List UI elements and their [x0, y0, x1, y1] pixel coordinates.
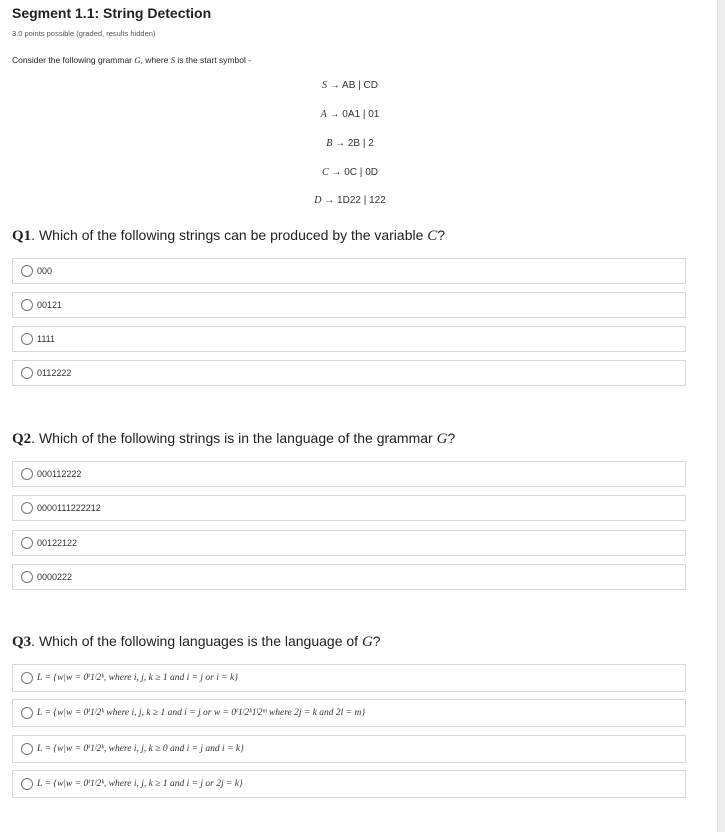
radio-button[interactable]	[21, 778, 33, 790]
question-end: ?	[447, 430, 456, 446]
option-label: 000112222	[37, 469, 82, 479]
question-3-prompt	[12, 633, 381, 651]
q3-option-4[interactable]	[12, 770, 686, 798]
grammar-rule	[0, 195, 700, 206]
rule-lhs: A	[320, 109, 327, 120]
arrow-icon: →	[324, 195, 335, 206]
q2-option-3[interactable]	[12, 530, 686, 556]
grammar-symbol: G	[134, 55, 141, 65]
arrow-icon: →	[329, 80, 340, 91]
question-variable: C	[427, 228, 438, 244]
radio-button[interactable]	[21, 571, 33, 583]
option-label: 00121	[37, 300, 63, 310]
grammar-rule	[0, 80, 700, 91]
question-end: ?	[437, 227, 446, 243]
question-number: Q3	[12, 634, 32, 650]
q2-option-1[interactable]	[12, 461, 686, 487]
rule-rhs: 2B | 2	[347, 138, 374, 149]
radio-button[interactable]	[21, 265, 33, 277]
question-text: . Which of the following strings can be produced by the variable	[31, 227, 428, 243]
rule-lhs: B	[326, 138, 333, 149]
option-label: 0000111222212	[37, 503, 101, 513]
intro-prefix: Consider the following grammar	[12, 55, 135, 65]
radio-button[interactable]	[21, 537, 33, 549]
rule-lhs: C	[322, 167, 329, 178]
question-end: ?	[372, 633, 381, 649]
option-label: 0000222	[37, 572, 73, 582]
rule-rhs: AB | CD	[342, 80, 378, 91]
rule-rhs: 0C | 0D	[344, 167, 378, 178]
start-symbol: S	[170, 55, 175, 65]
points-info: 3.0 points possible (graded, results hidden)	[12, 29, 156, 38]
arrow-icon: →	[335, 138, 346, 149]
option-label: 0112222	[37, 368, 72, 378]
option-label: 00122122	[37, 538, 78, 548]
grammar-rule	[0, 138, 700, 149]
grammar-rule	[0, 167, 700, 178]
radio-button[interactable]	[21, 367, 33, 379]
option-label: L = {w|w = 0ⁱ1ʲ2ᵏ, where i, j, k ≥ 0 and i = j and i = k}	[37, 744, 244, 754]
rule-rhs: 1D22 | 122	[337, 195, 386, 206]
rule-lhs: D	[314, 195, 322, 206]
arrow-icon: →	[331, 167, 342, 178]
question-text: . Which of the following languages is the language of	[31, 633, 362, 649]
radio-button[interactable]	[21, 502, 33, 514]
radio-button[interactable]	[21, 672, 33, 684]
segment-header	[12, 5, 211, 38]
option-label: L = {w|w = 0ⁱ1ʲ2ᵏ, where i, j, k ≥ 1 and i = j or i = k}	[37, 673, 239, 683]
q1-option-4[interactable]	[12, 360, 686, 386]
radio-button[interactable]	[21, 333, 33, 345]
q1-option-2[interactable]	[12, 292, 686, 318]
q2-option-2[interactable]	[12, 495, 686, 521]
option-label: L = {w|w = 0ⁱ1ʲ2ᵏ, where i, j, k ≥ 1 and i = j or 2j = k}	[37, 779, 243, 789]
question-1-prompt	[12, 227, 445, 245]
q1-option-3[interactable]	[12, 326, 686, 352]
q1-option-1[interactable]	[12, 258, 686, 284]
intro-middle: , where	[140, 55, 171, 65]
q3-option-1[interactable]	[12, 664, 686, 692]
arrow-icon: →	[329, 109, 340, 120]
grammar-intro	[12, 55, 251, 65]
q3-option-2[interactable]	[12, 699, 686, 727]
option-label: L = {w|w = 0ⁱ1ʲ2ᵏ where i, j, k ≥ 1 and i = j or w = 0ⁱ1ʲ2ᵏ1ˡ2ᵐ where 2j = k and 2l = m}	[37, 708, 366, 718]
rule-lhs: S	[322, 80, 328, 91]
option-label: 1111	[37, 334, 56, 344]
question-2-prompt	[12, 430, 455, 448]
question-number: Q2	[12, 431, 32, 447]
page-scrollbar[interactable]	[717, 0, 725, 832]
segment-title: Segment 1.1: String Detection	[12, 5, 212, 21]
question-text: . Which of the following strings is in the language of the grammar	[31, 430, 437, 446]
q2-option-4[interactable]	[12, 564, 686, 590]
grammar-rule	[0, 109, 700, 120]
rule-rhs: 0A1 | 01	[342, 109, 380, 120]
question-number: Q1	[12, 228, 32, 244]
question-variable: G	[361, 634, 373, 650]
option-label: 000	[37, 266, 53, 276]
q3-option-3[interactable]	[12, 735, 686, 763]
intro-suffix: is the start symbol -	[175, 55, 252, 65]
radio-button[interactable]	[21, 707, 33, 719]
radio-button[interactable]	[21, 299, 33, 311]
question-variable: G	[436, 431, 448, 447]
radio-button[interactable]	[21, 743, 33, 755]
radio-button[interactable]	[21, 468, 33, 480]
